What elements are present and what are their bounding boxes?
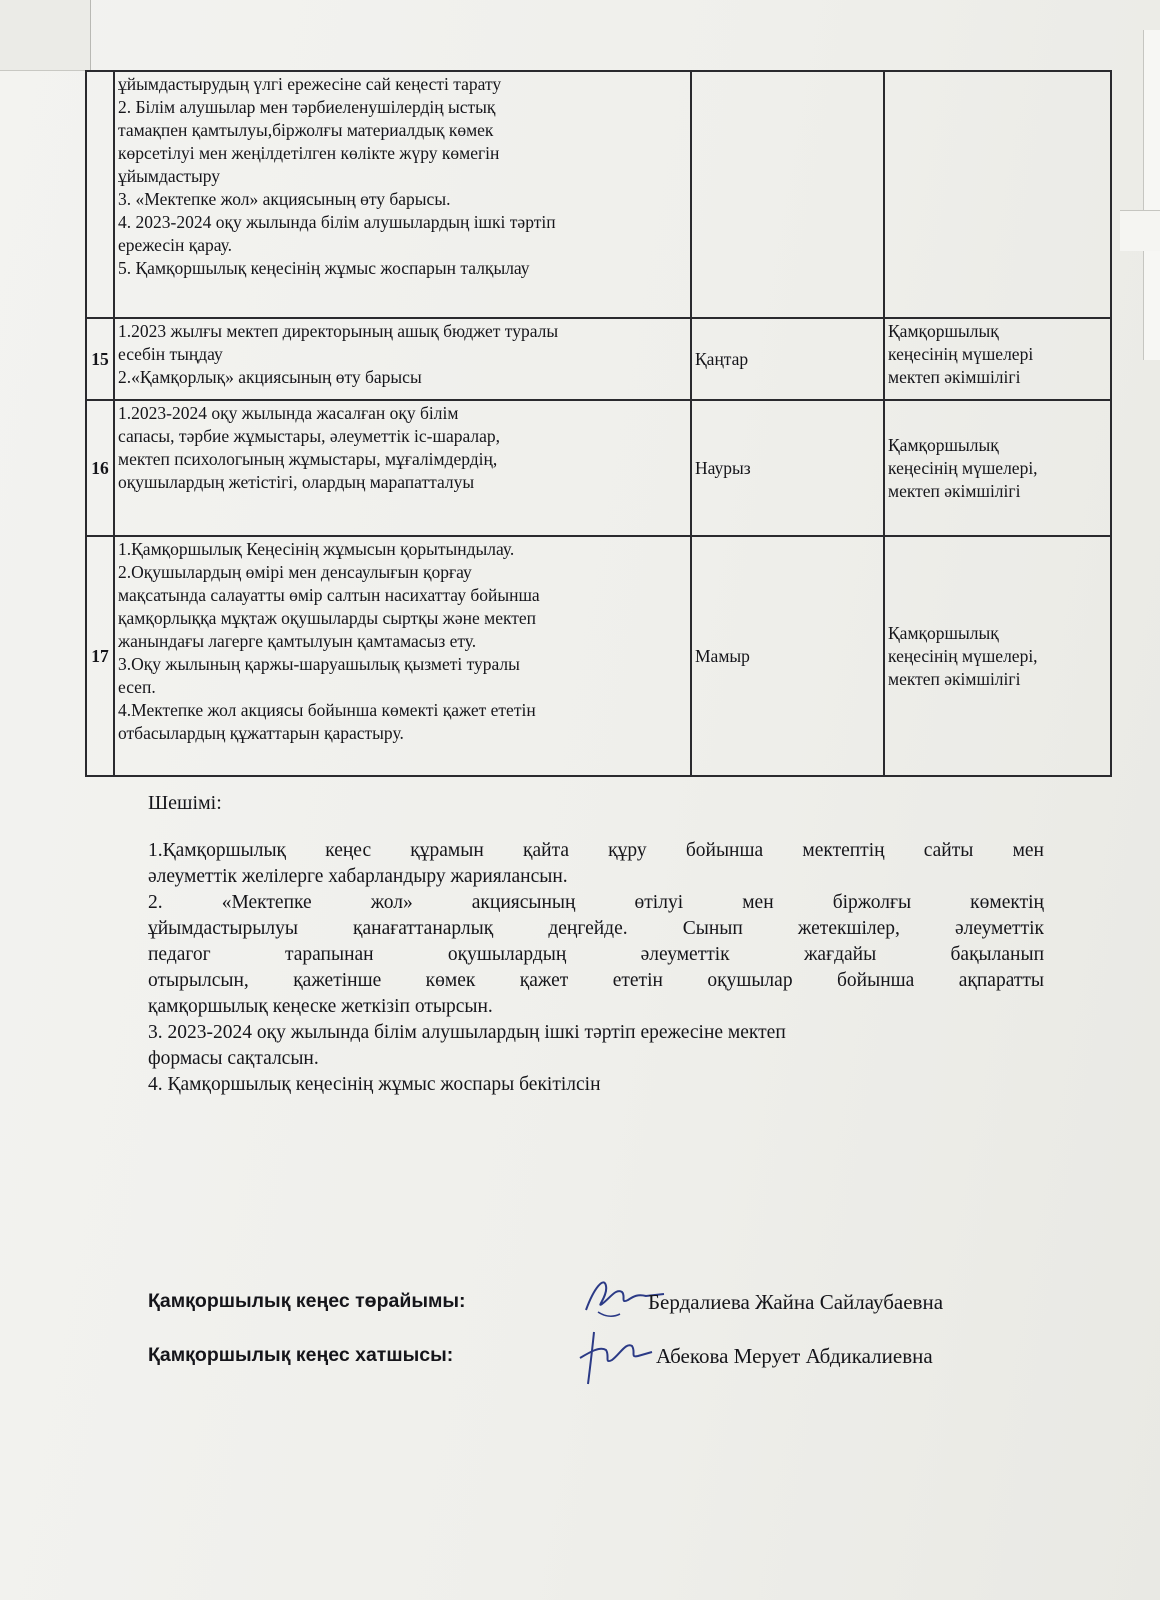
secretary-signature (566, 1322, 656, 1392)
topic-line: мектеп психологының жұмыстары, мұғалімдердің, (118, 449, 498, 469)
topic-line: оқушылардың жетістігі, олардың марапатталуы (118, 472, 475, 492)
date-cell: Мамыр (691, 536, 884, 776)
table-row (86, 400, 1111, 536)
background-sheet-right (1143, 30, 1160, 360)
table-row (86, 71, 1111, 318)
decision-line: отырылсын, қажетінше көмек қажет ететін оқушылар бойынша ақпаратты (148, 970, 1044, 991)
topic-line: сапасы, тәрбие жұмыстары, әлеуметтік іс-шаралар, (118, 426, 501, 446)
topic-line: 2.Оқушылардың өмірі мен денсаулығын қорғау (118, 562, 472, 582)
responsible-line: мектеп әкімшілігі (888, 480, 1021, 501)
topic-line: көрсетілуі мен жеңілдетілген көлікте жүру көмегін (118, 143, 500, 163)
topic-line: 4.Мектепке жол акциясы бойынша көмекті қажет ететін (118, 700, 536, 720)
topic-line: жанындағы лагерге қамтылуын қамтамасыз ету. (118, 631, 477, 651)
date-cell: Қаңтар (691, 318, 884, 400)
table-row (86, 318, 1111, 400)
responsible-cell (884, 71, 1111, 318)
topic-line: 3.Оқу жылының қаржы-шаруашылық қызметі туралы (118, 654, 520, 674)
decision-line: қамқоршылық кеңеске жеткізіп отырсын. (148, 996, 493, 1017)
date-cell: Наурыз (691, 400, 884, 536)
background-sheet-right-corner (1120, 210, 1160, 251)
responsible-line: мектеп әкімшілігі (888, 367, 1021, 387)
chair-signature-row (148, 1282, 1038, 1322)
topic-cell (114, 400, 691, 536)
responsible-line: Қамқоршылық (888, 622, 999, 643)
chair-name: Бердалиева Жайна Сайлаубаевна (648, 1290, 944, 1314)
topic-line: 4. 2023-2024 оқу жылында білім алушылардың ішкі тәртіп (118, 212, 556, 232)
topic-line: 2.«Қамқорлық» акциясының өту барысы (118, 367, 422, 387)
decision-line: 4. Қамқоршылық кеңесінің жұмыс жоспары бекітілсін (148, 1074, 601, 1095)
decision-line: 2. «Мектепке жол» акциясының өтілуі мен біржолғы көмектің (148, 892, 1044, 913)
decision-line: педагог тарапынан оқушылардың әлеуметтік жағдайы бақыланып (148, 944, 1044, 965)
row-number: 15 (86, 318, 114, 400)
responsible-line: мектеп әкімшілігі (888, 668, 1021, 689)
secretary-label: Қамқоршылық кеңес хатшысы: (148, 1344, 454, 1366)
secretary-signature-row (148, 1336, 1038, 1376)
decision-line: әлеуметтік желілерге хабарландыру жарияланcын. (148, 866, 568, 887)
row-number: 17 (86, 536, 114, 776)
topic-line: ұйымдастырудың үлгі ережесіне сай кеңесті тарату (118, 74, 502, 94)
topic-line: 5. Қамқоршылық кеңесінің жұмыс жоспарын талқылау (118, 258, 530, 278)
responsible-cell (884, 318, 1111, 400)
topic-line: 3. «Мектепке жол» акциясының өту барысы. (118, 189, 451, 209)
topic-line: мақсатында салауатты өмір салтын насихаттау бойынша (118, 585, 540, 605)
decision-line: формасы сақталсын. (148, 1048, 319, 1069)
topic-line: 1.Қамқоршылық Кеңесінің жұмысын қорытындылау. (118, 539, 515, 559)
work-plan-table (85, 70, 1112, 777)
decision-line: ұйымдастырылуы қанағаттанарлық деңгейде. Сынып жетекшілер, әлеуметтік (148, 918, 1044, 939)
responsible-line: кеңесінің мүшелері, (888, 645, 1038, 666)
topic-cell (114, 318, 691, 400)
date-cell (691, 71, 884, 318)
responsible-line: Қамқоршылық (888, 321, 999, 341)
topic-line: тамақпен қамтылуы,біржолғы материалдық көмек (118, 120, 494, 140)
topic-line: қамқорлыққа мұқтаж оқушыларды сыртқы және мектеп (118, 608, 537, 628)
topic-cell (114, 536, 691, 776)
responsible-line: кеңесінің мүшелері, (888, 457, 1038, 478)
background-sheet-left (0, 0, 91, 71)
topic-line: ұйымдастыру (118, 166, 221, 186)
responsible-cell (884, 400, 1111, 536)
topic-line: 1.2023 жылғы мектеп директорының ашық бюджет туралы (118, 321, 559, 341)
responsible-cell (884, 536, 1111, 776)
decision-section (148, 790, 1044, 1098)
chair-label: Қамқоршылық кеңес төрайымы: (148, 1290, 466, 1312)
row-number (86, 71, 114, 318)
topic-line: есеп. (118, 677, 156, 697)
decision-line: 1.Қамқоршылық кеңес құрамын қайта құру бойынша мектептің сайты мен (148, 840, 1044, 861)
topic-cell (114, 71, 691, 318)
responsible-line: Қамқоршылық (888, 434, 999, 455)
decision-title: Шешімі: (148, 792, 222, 814)
topic-line: 1.2023-2024 оқу жылында жасалған оқу білім (118, 403, 459, 423)
row-number: 16 (86, 400, 114, 536)
responsible-line: кеңесінің мүшелері (888, 344, 1034, 364)
topic-line: ережесін қарау. (118, 235, 232, 255)
topic-line: 2. Білім алушылар мен тәрбиеленушілердің ыстық (118, 97, 496, 117)
decision-line: 3. 2023-2024 оқу жылында білім алушылардың ішкі тәртіп ережесіне мектеп (148, 1022, 786, 1043)
table-row (86, 536, 1111, 776)
secretary-name: Абекова Мерует Абдикалиевна (656, 1344, 933, 1368)
topic-line: есебін тыңдау (118, 344, 223, 364)
topic-line: отбасылардың құжаттарын қарастыру. (118, 723, 404, 743)
